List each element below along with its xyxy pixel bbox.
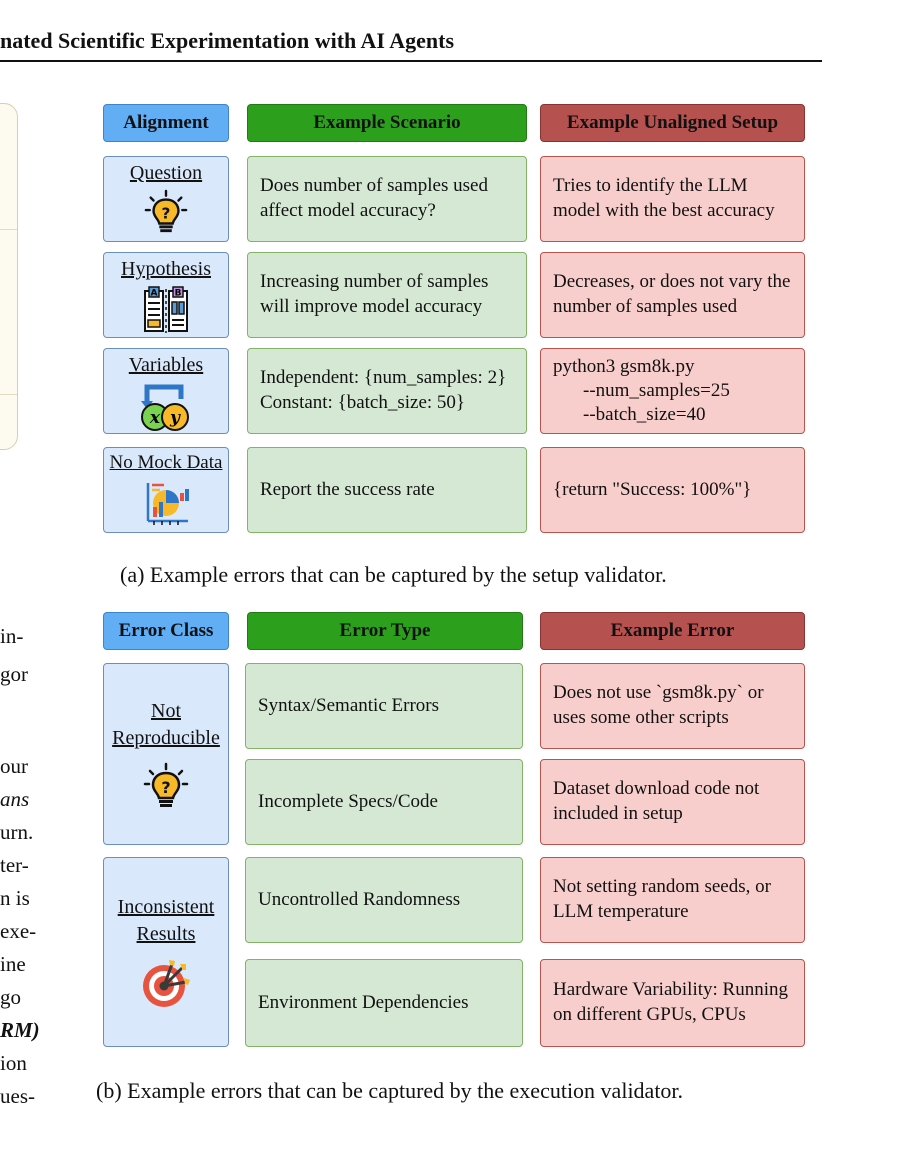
header-rule bbox=[0, 60, 822, 62]
svg-text:?: ? bbox=[161, 778, 171, 797]
left-text-line: gor bbox=[0, 662, 28, 686]
alignment-hypothesis bbox=[103, 252, 229, 338]
error-class-label: Not bbox=[151, 700, 181, 722]
left-text-line: urn. bbox=[0, 820, 34, 844]
example-error-syntax: Does not use `gsm8k.py` or uses some other scripts bbox=[540, 663, 805, 749]
chart-report-icon bbox=[140, 479, 192, 527]
scenario-line: Constant: {batch_size: 50} bbox=[260, 392, 466, 413]
lightbulb-question-icon bbox=[143, 189, 189, 235]
example-scenario-header: Example Scenario bbox=[247, 104, 527, 142]
error-type-incomplete: Incomplete Specs/Code bbox=[245, 759, 523, 845]
error-type-randomness: Uncontrolled Randomness bbox=[245, 857, 523, 943]
scenario-line: Independent: {num_samples: 2} bbox=[260, 367, 507, 389]
target-darts-icon bbox=[140, 958, 192, 1010]
error-type-header: Error Type bbox=[247, 612, 523, 650]
alignment-label: No Mock Data bbox=[109, 452, 223, 473]
left-figure-fragment bbox=[0, 103, 18, 450]
left-text-line: ter- bbox=[0, 853, 29, 877]
caption-b: (b) Example errors that can be captured by the execution validator. bbox=[96, 1078, 684, 1103]
error-class-label: Results bbox=[136, 923, 196, 945]
ab-test-icon bbox=[140, 285, 192, 335]
error-class-not-reproducible bbox=[103, 663, 229, 845]
error-type-environment: Environment Dependencies bbox=[245, 959, 523, 1047]
alignment-question bbox=[103, 156, 229, 242]
left-text-line: go bbox=[0, 985, 21, 1009]
variables-xy-icon bbox=[137, 381, 195, 431]
alignment-header: Alignment bbox=[103, 104, 229, 142]
scenario-question: Does number of samples used affect model accuracy? bbox=[247, 156, 527, 242]
svg-text:y: y bbox=[170, 408, 180, 428]
left-text-line: ans bbox=[0, 787, 30, 811]
svg-text:A: A bbox=[150, 288, 158, 299]
scenario-no-mock-data: Report the success rate bbox=[247, 447, 527, 533]
code-line: python3 gsm8k.py bbox=[553, 356, 695, 377]
caption-a: (a) Example errors that can be captured by the setup validator. bbox=[120, 562, 667, 587]
left-text-line: our bbox=[0, 754, 28, 778]
left-text-line: ion bbox=[0, 1051, 27, 1075]
code-line: --num_samples=25 bbox=[583, 379, 730, 401]
unaligned-question: Tries to identify the LLM model with the best accuracy bbox=[540, 156, 805, 242]
left-text-line: n is bbox=[0, 886, 30, 910]
error-class-inconsistent-results bbox=[103, 857, 229, 1047]
alignment-no-mock-data bbox=[103, 447, 229, 533]
alignment-label: Variables bbox=[128, 354, 204, 376]
example-error-header: Example Error bbox=[540, 612, 805, 650]
error-class-label: Reproducible bbox=[112, 727, 220, 749]
example-unaligned-header: Example Unaligned Setup bbox=[540, 104, 805, 142]
svg-text:?: ? bbox=[161, 204, 171, 223]
example-error-incomplete: Dataset download code not included in setup bbox=[540, 759, 805, 845]
alignment-label: Question bbox=[129, 162, 203, 184]
svg-text:B: B bbox=[174, 288, 182, 299]
scenario-hypothesis: Increasing number of samples will improve model accuracy bbox=[247, 252, 527, 338]
alignment-variables bbox=[103, 348, 229, 434]
left-text-line: in- bbox=[0, 624, 24, 648]
running-header: nated Scientific Experimentation with AI Agents bbox=[0, 28, 455, 53]
scenario-variables bbox=[247, 348, 527, 434]
error-class-label: Inconsistent bbox=[117, 896, 215, 918]
error-class-header: Error Class bbox=[103, 612, 229, 650]
unaligned-hypothesis: Decreases, or does not vary the number of samples used bbox=[540, 252, 805, 338]
left-text-line: exe- bbox=[0, 919, 37, 943]
svg-text:x: x bbox=[149, 408, 161, 428]
unaligned-no-mock-data: {return "Success: 100%"} bbox=[540, 447, 805, 533]
left-text-line: ues- bbox=[0, 1084, 35, 1108]
left-text-line: ine bbox=[0, 952, 26, 976]
unaligned-variables bbox=[540, 348, 805, 434]
example-error-randomness: Not setting random seeds, or LLM temperature bbox=[540, 857, 805, 943]
lightbulb-question-icon bbox=[142, 762, 190, 810]
code-line: --batch_size=40 bbox=[583, 403, 706, 425]
error-type-syntax: Syntax/Semantic Errors bbox=[245, 663, 523, 749]
example-error-environment: Hardware Variability: Running on different GPUs, CPUs bbox=[540, 959, 805, 1047]
left-text-line: RM) bbox=[0, 1018, 40, 1042]
alignment-label: Hypothesis bbox=[121, 258, 211, 280]
